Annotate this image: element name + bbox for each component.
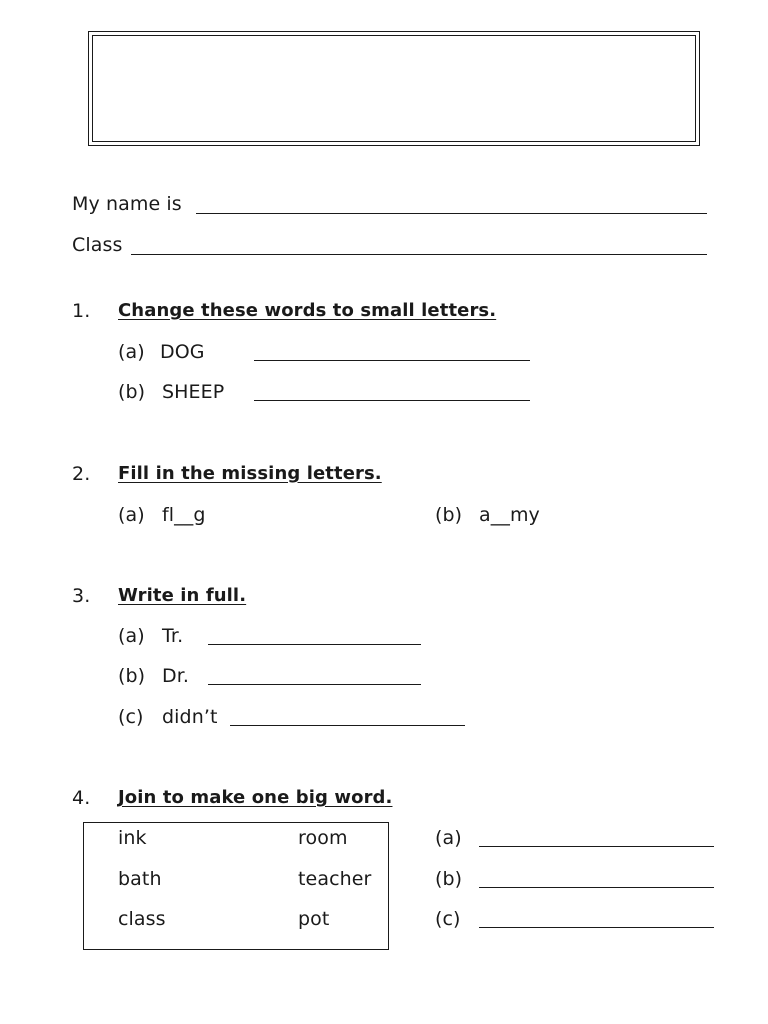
q3a-answer-line[interactable]: [208, 644, 421, 645]
q2-instruction: Fill in the missing letters.: [118, 463, 382, 484]
q4c-answer-line[interactable]: [479, 927, 714, 928]
q4a-answer-line[interactable]: [479, 846, 714, 847]
q2b-label: (b): [435, 504, 463, 526]
q3-number: 3.: [72, 585, 91, 607]
q3b-word: Dr.: [162, 665, 190, 687]
name-label: My name is: [72, 193, 182, 215]
class-label: Class: [72, 234, 123, 256]
name-answer-line[interactable]: [196, 213, 707, 214]
right-word-2: teacher: [298, 868, 372, 890]
q3b-answer-line[interactable]: [208, 684, 421, 685]
q1a-label: (a): [118, 341, 145, 363]
q1b-label: (b): [118, 381, 146, 403]
title-box-inner-border: [92, 35, 696, 142]
q3-instruction: Write in full.: [118, 585, 247, 606]
q1-number: 1.: [72, 300, 91, 322]
q3c-word: didn’t: [162, 706, 218, 728]
q4c-label: (c): [435, 908, 461, 930]
q2-number: 2.: [72, 463, 91, 485]
q3a-word: Tr.: [162, 625, 184, 647]
q1-instruction: Change these words to small letters.: [118, 300, 497, 321]
q4-instruction: Join to make one big word.: [118, 787, 393, 808]
q2a-label: (a): [118, 504, 145, 526]
left-word-3: class: [118, 908, 166, 930]
left-word-2: bath: [118, 868, 162, 890]
q1b-word: SHEEP: [162, 381, 225, 403]
q4b-label: (b): [435, 868, 463, 890]
q1a-word: DOG: [160, 341, 205, 363]
class-answer-line[interactable]: [131, 254, 707, 255]
title-box: [88, 31, 700, 146]
left-word-1: ink: [118, 827, 147, 849]
right-word-1: room: [298, 827, 348, 849]
q2b-word: a__my: [479, 504, 540, 526]
right-word-3: pot: [298, 908, 330, 930]
q4b-answer-line[interactable]: [479, 887, 714, 888]
q3c-label: (c): [118, 706, 144, 728]
q4a-label: (a): [435, 827, 462, 849]
q1b-answer-line[interactable]: [254, 400, 530, 401]
q3c-answer-line[interactable]: [230, 725, 465, 726]
q3a-label: (a): [118, 625, 145, 647]
q3b-label: (b): [118, 665, 146, 687]
q1a-answer-line[interactable]: [254, 360, 530, 361]
q2a-word: fl__g: [162, 504, 206, 526]
q4-number: 4.: [72, 787, 91, 809]
